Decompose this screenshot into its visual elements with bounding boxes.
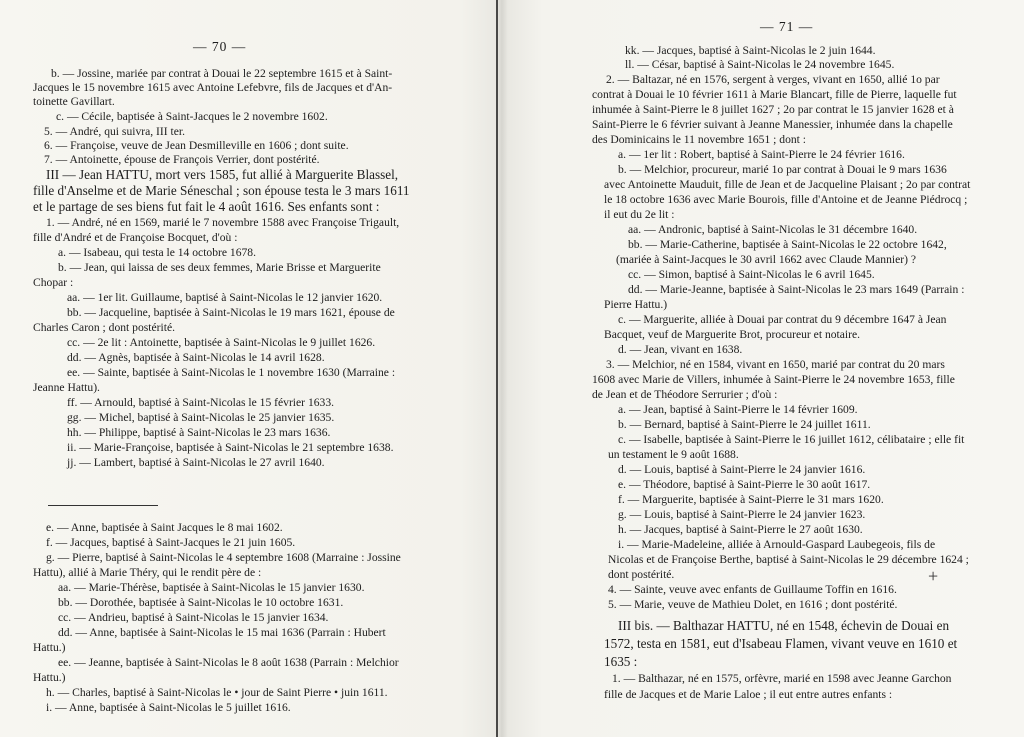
text-line: ii. — Marie-Françoise, baptisée à Saint-Nicolas le 21 septembre 1638. [67, 441, 394, 454]
text-line: inhumée à Saint-Pierre le 8 juillet 1627 ; 2o par contrat le 15 janvier 1628 et à [592, 103, 954, 116]
text-line: 4. — Sainte, veuve avec enfants de Guillaume Toffin en 1616. [608, 583, 897, 596]
page-number: — 71 — [760, 19, 814, 34]
text-line: hh. — Philippe, baptisé à Saint-Nicolas le 23 mars 1636. [67, 426, 331, 439]
text-line: f. — Marguerite, baptisée à Saint-Pierre le 31 mars 1620. [618, 493, 884, 506]
text-line: Hattu.) [33, 671, 66, 684]
text-line: ll. — César, baptisé à Saint-Nicolas le 24 novembre 1645. [625, 58, 895, 71]
footnote-rule [48, 505, 158, 506]
text-line: Chopar : [33, 276, 74, 289]
pencil-cross-mark: + [928, 566, 939, 586]
book-gutter [496, 0, 498, 737]
text-line: (mariée à Saint-Jacques le 30 avril 1662 avec Claude Mannier) ? [616, 253, 917, 266]
text-line: fille de Jacques et de Marie Laloe ; il eut entre autres enfants : [604, 688, 893, 701]
text-line: Pierre Hattu.) [604, 298, 668, 311]
right-page [500, 0, 1024, 737]
text-line: b. — Jean, qui laissa de ses deux femmes, Marie Brisse et Marguerite [58, 261, 381, 274]
text-line: 6. — Françoise, veuve de Jean Desmilleville en 1606 ; dont suite. [44, 139, 349, 152]
text-line: cc. — Simon, baptisé à Saint-Nicolas le 6 avril 1645. [628, 268, 875, 281]
text-line: Jacques le 15 novembre 1615 avec Antoine Lefebvre, fils de Jacques et d'An- [33, 81, 393, 94]
text-line: 7. — Antoinette, épouse de François Verrier, dont postérité. [44, 153, 320, 166]
text-line: cc. — Andrieu, baptisé à Saint-Nicolas le 15 janvier 1634. [58, 611, 329, 624]
text-line: Hattu.) [33, 641, 66, 654]
text-line: c. — Isabelle, baptisée à Saint-Pierre le 16 juillet 1612, célibataire ; elle fit [618, 433, 965, 446]
text-line: kk. — Jacques, baptisé à Saint-Nicolas le 2 juin 1644. [625, 44, 876, 57]
text-line: et le partage de ses biens fut fait le 4 août 1616. Ses enfants sont : [33, 199, 380, 214]
text-line: 1635 : [604, 654, 638, 669]
page-number: — 70 — [193, 39, 247, 54]
text-line: dd. — Marie-Jeanne, baptisée à Saint-Nicolas le 23 mars 1649 (Parrain : [628, 283, 965, 296]
text-line: b. — Melchior, procureur, marié 1o par contrat à Douai le 9 mars 1636 [618, 163, 947, 176]
text-line: dd. — Agnès, baptisée à Saint-Nicolas le 14 avril 1628. [67, 351, 325, 364]
text-line: toinette Gavillart. [33, 95, 115, 108]
text-line: 5. — Marie, veuve de Mathieu Dolet, en 1616 ; dont postérité. [608, 598, 898, 611]
text-line: gg. — Michel, baptisé à Saint-Nicolas le 25 janvier 1635. [67, 411, 335, 424]
text-line: g. — Pierre, baptisé à Saint-Nicolas le 4 septembre 1608 (Marraine : Jossine [46, 551, 401, 564]
text-line: d. — Jean, vivant en 1638. [618, 343, 743, 356]
text-line: fille d'Anselme et de Marie Séneschal ; son épouse testa le 3 mars 1611 [33, 183, 410, 198]
text-line: un testament le 9 août 1688. [608, 448, 739, 461]
text-line: Bacquet, veuf de Marguerite Brot, procureur et notaire. [604, 328, 861, 341]
text-line: ff. — Arnould, baptisé à Saint-Nicolas le 15 février 1633. [67, 396, 335, 409]
text-line: contrat à Douai le 10 février 1611 à Marie Blancart, fille de Pierre, laquelle fut [592, 88, 957, 101]
text-line: c. — Marguerite, alliée à Douai par contrat du 9 décembre 1647 à Jean [618, 313, 947, 326]
text-line: bb. — Dorothée, baptisée à Saint-Nicolas le 10 octobre 1631. [58, 596, 344, 609]
text-line: Saint-Pierre le 6 février suivant à Jeanne Manessier, inhumée dans la chapelle [592, 118, 953, 131]
text-line: ee. — Jeanne, baptisée à Saint-Nicolas le 8 août 1638 (Parrain : Melchior [58, 656, 399, 669]
text-line: e. — Théodore, baptisé à Saint-Pierre le 30 août 1617. [618, 478, 871, 491]
text-line: Jeanne Hattu). [33, 381, 100, 394]
text-line: a. — Isabeau, qui testa le 14 octobre 1678. [58, 246, 256, 259]
text-line: a. — Jean, baptisé à Saint-Pierre le 14 février 1609. [618, 403, 858, 416]
text-line: b. — Bernard, baptisé à Saint-Pierre le 24 juillet 1611. [618, 418, 871, 431]
text-line: g. — Louis, baptisé à Saint-Pierre le 24 janvier 1623. [618, 508, 866, 521]
text-line: f. — Jacques, baptisé à Saint-Jacques le 21 juin 1605. [46, 536, 296, 549]
text-line: i. — Anne, baptisée à Saint-Nicolas le 5 juillet 1616. [46, 701, 291, 714]
text-line: h. — Jacques, baptisé à Saint-Pierre le 27 août 1630. [618, 523, 863, 536]
text-line: de Jean et de Théodore Serrurier ; d'où : [592, 388, 778, 401]
text-line: le 18 octobre 1636 avec Marie Bourois, fille d'Antoine et de Jeanne Piédrocq ; [604, 193, 968, 206]
text-line: fille d'André et de Françoise Bocquet, d'où : [33, 231, 238, 244]
text-line: 2. — Baltazar, né en 1576, sergent à verges, vivant en 1650, allié 1o par [606, 73, 940, 86]
text-line: h. — Charles, baptisé à Saint-Nicolas le • jour de Saint Pierre • juin 1611. [46, 686, 388, 699]
text-line: 1608 avec Marie de Villers, inhumée à Saint-Pierre le 24 novembre 1653, fille [592, 373, 955, 386]
text-line: des Dominicains le 11 novembre 1651 ; dont : [592, 133, 807, 146]
text-line: aa. — Marie-Thérèse, baptisée à Saint-Nicolas le 15 janvier 1630. [58, 581, 365, 594]
text-line: III bis. — Balthazar HATTU, né en 1548, échevin de Douai en [618, 618, 950, 633]
text-line: III — Jean HATTU, mort vers 1585, fut allié à Marguerite Blassel, [46, 167, 399, 182]
text-line: 1. — Balthazar, né en 1575, orfèvre, marié en 1598 avec Jeanne Garchon [612, 672, 952, 685]
text-line: e. — Anne, baptisée à Saint Jacques le 8 mai 1602. [46, 521, 283, 534]
text-line: 3. — Melchior, né en 1584, vivant en 1650, marié par contrat du 20 mars [606, 358, 945, 371]
text-line: avec Antoinette Mauduit, fille de Jean et de Jacqueline Plaisant ; 2o par contrat [604, 178, 971, 191]
text-line: bb. — Marie-Catherine, baptisée à Saint-Nicolas le 22 octobre 1642, [628, 238, 947, 251]
text-line: ee. — Sainte, baptisée à Saint-Nicolas le 1 novembre 1630 (Marraine : [67, 366, 396, 379]
text-line: b. — Jossine, mariée par contrat à Douai le 22 septembre 1615 et à Saint- [51, 67, 393, 80]
text-line: 1. — André, né en 1569, marié le 7 novembre 1588 avec Françoise Trigault, [46, 216, 400, 229]
text-line: il eut du 2e lit : [604, 208, 675, 221]
text-line: aa. — 1er lit. Guillaume, baptisé à Saint-Nicolas le 12 janvier 1620. [67, 291, 383, 304]
text-line: i. — Marie-Madeleine, alliée à Arnould-Gaspard Laubegeois, fils de [618, 538, 936, 551]
text-line: jj. — Lambert, baptisé à Saint-Nicolas le 27 avril 1640. [67, 456, 325, 469]
text-line: bb. — Jacqueline, baptisée à Saint-Nicolas le 19 mars 1621, épouse de [67, 306, 395, 319]
text-line: aa. — Andronic, baptisé à Saint-Nicolas le 31 décembre 1640. [628, 223, 918, 236]
text-line: cc. — 2e lit : Antoinette, baptisée à Saint-Nicolas le 9 juillet 1626. [67, 336, 376, 349]
text-line: Hattu), allié à Marie Théry, qui le rendit père de : [33, 566, 262, 579]
text-line: c. — Cécile, baptisée à Saint-Jacques le 2 novembre 1602. [56, 110, 328, 123]
text-line: Nicolas et de Françoise Berthe, baptisé à Saint-Nicolas le 29 décembre 1624 ; [608, 553, 969, 566]
text-line: 5. — André, qui suivra, III ter. [44, 125, 186, 138]
text-line: 1572, testa en 1581, eut d'Isabeau Flamen, vivant veuve en 1610 et [604, 636, 958, 651]
text-line: dd. — Anne, baptisée à Saint-Nicolas le 15 mai 1636 (Parrain : Hubert [58, 626, 386, 639]
left-page [0, 0, 496, 737]
text-line: d. — Louis, baptisé à Saint-Pierre le 24 janvier 1616. [618, 463, 866, 476]
text-line: Charles Caron ; dont postérité. [33, 321, 175, 334]
text-line: dont postérité. [608, 568, 675, 581]
text-line: a. — 1er lit : Robert, baptisé à Saint-Pierre le 24 février 1616. [618, 148, 905, 161]
